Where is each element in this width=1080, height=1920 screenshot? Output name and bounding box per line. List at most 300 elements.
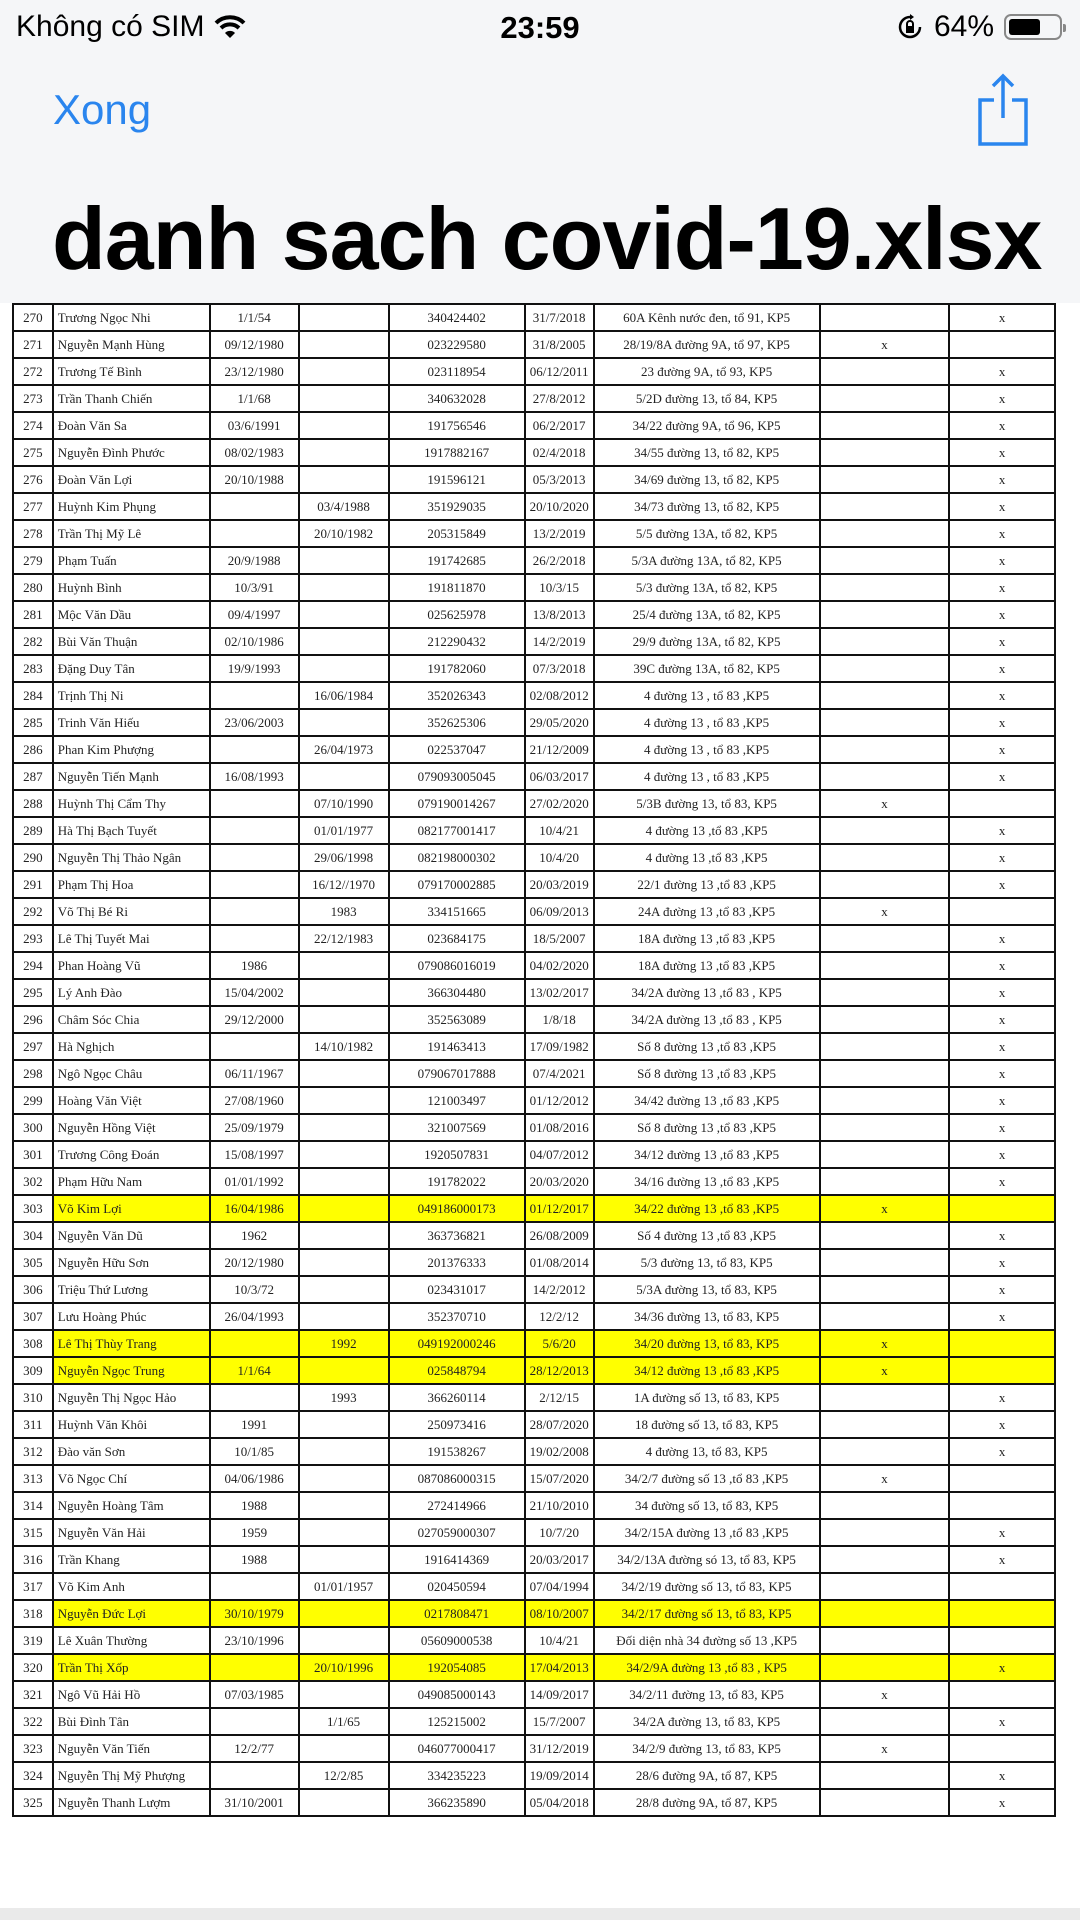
cell-registered-date[interactable]: 21/12/2009 [525,736,594,763]
cell-address[interactable]: 34/2/17 đường số 13, tổ 83, KP5 [594,1600,820,1627]
cell-dob-female[interactable] [299,1357,389,1384]
cell-mark-2[interactable]: x [949,763,1055,790]
cell-registered-date[interactable]: 28/07/2020 [525,1411,594,1438]
cell-address[interactable]: 4 đường 13 , tổ 83 ,KP5 [594,709,820,736]
cell-address[interactable]: 5/5 đường 13A, tổ 82, KP5 [594,520,820,547]
cell-mark-2[interactable]: x [949,1114,1055,1141]
cell-address[interactable]: 5/3A đường 13, tổ 83, KP5 [594,1276,820,1303]
cell-dob-male[interactable] [210,1708,299,1735]
cell-id-number[interactable]: 1916414369 [389,1546,525,1573]
cell-registered-date[interactable]: 14/09/2017 [525,1681,594,1708]
cell-mark-2[interactable]: x [949,1276,1055,1303]
cell-index[interactable]: 316 [13,1546,53,1573]
cell-mark-2[interactable]: x [949,628,1055,655]
cell-address[interactable]: 34/55 đường 13, tổ 82, KP5 [594,439,820,466]
cell-dob-male[interactable]: 04/06/1986 [210,1465,299,1492]
cell-index[interactable]: 324 [13,1762,53,1789]
cell-address[interactable]: 5/3B đường 13, tổ 83, KP5 [594,790,820,817]
cell-dob-male[interactable]: 29/12/2000 [210,1006,299,1033]
cell-index[interactable]: 291 [13,871,53,898]
cell-index[interactable]: 296 [13,1006,53,1033]
cell-mark-2[interactable]: x [949,358,1055,385]
cell-index[interactable]: 322 [13,1708,53,1735]
cell-dob-female[interactable] [299,412,389,439]
cell-name[interactable]: Nguyễn Văn Tiến [53,1735,210,1762]
cell-mark-1[interactable] [820,1087,950,1114]
cell-id-number[interactable]: 079093005045 [389,763,525,790]
cell-index[interactable]: 271 [13,331,53,358]
cell-registered-date[interactable]: 27/02/2020 [525,790,594,817]
cell-dob-female[interactable]: 07/10/1990 [299,790,389,817]
cell-mark-2[interactable] [949,1735,1055,1762]
cell-registered-date[interactable]: 13/8/2013 [525,601,594,628]
cell-name[interactable]: Nguyễn Thị Ngọc Hảo [53,1384,210,1411]
cell-address[interactable]: 4 đường 13 ,tổ 83 ,KP5 [594,817,820,844]
cell-index[interactable]: 309 [13,1357,53,1384]
cell-registered-date[interactable]: 04/02/2020 [525,952,594,979]
cell-id-number[interactable]: 023118954 [389,358,525,385]
cell-registered-date[interactable]: 20/03/2017 [525,1546,594,1573]
cell-id-number[interactable]: 025625978 [389,601,525,628]
cell-address[interactable]: 28/8 đường 9A, tổ 87, KP5 [594,1789,820,1816]
cell-mark-1[interactable] [820,1762,950,1789]
cell-name[interactable]: Nguyễn Hồng Việt [53,1114,210,1141]
cell-address[interactable]: 34/2A đường 13, tổ 83, KP5 [594,1708,820,1735]
cell-id-number[interactable]: 321007569 [389,1114,525,1141]
cell-mark-2[interactable]: x [949,1654,1055,1681]
cell-mark-2[interactable]: x [949,574,1055,601]
cell-name[interactable]: Phan Kim Phượng [53,736,210,763]
cell-dob-male[interactable]: 1991 [210,1411,299,1438]
cell-dob-female[interactable] [299,1681,389,1708]
cell-address[interactable]: 5/2D đường 13, tổ 84, KP5 [594,385,820,412]
cell-dob-male[interactable]: 12/2/77 [210,1735,299,1762]
cell-dob-female[interactable] [299,1465,389,1492]
cell-address[interactable]: 60A Kênh nước đen, tổ 91, KP5 [594,304,820,331]
cell-dob-female[interactable]: 1983 [299,898,389,925]
cell-mark-1[interactable] [820,1114,950,1141]
cell-address[interactable]: 34/2A đường 13 ,tổ 83 , KP5 [594,1006,820,1033]
cell-registered-date[interactable]: 15/07/2020 [525,1465,594,1492]
cell-name[interactable]: Nguyễn Tiến Mạnh [53,763,210,790]
cell-index[interactable]: 280 [13,574,53,601]
cell-dob-male[interactable]: 10/3/72 [210,1276,299,1303]
cell-address[interactable]: 34/2/9 đường 13, tổ 83, KP5 [594,1735,820,1762]
cell-id-number[interactable]: 1917882167 [389,439,525,466]
cell-name[interactable]: Nguyễn Đức Lợi [53,1600,210,1627]
cell-address[interactable]: 5/3 đường 13A, tổ 82, KP5 [594,574,820,601]
cell-dob-male[interactable]: 06/11/1967 [210,1060,299,1087]
cell-index[interactable]: 285 [13,709,53,736]
cell-dob-male[interactable]: 01/01/1992 [210,1168,299,1195]
cell-dob-female[interactable]: 16/06/1984 [299,682,389,709]
cell-registered-date[interactable]: 2/12/15 [525,1384,594,1411]
cell-registered-date[interactable]: 07/4/2021 [525,1060,594,1087]
cell-mark-2[interactable]: x [949,1411,1055,1438]
cell-registered-date[interactable]: 05/3/2013 [525,466,594,493]
cell-id-number[interactable]: 023229580 [389,331,525,358]
cell-dob-male[interactable]: 15/04/2002 [210,979,299,1006]
cell-mark-2[interactable]: x [949,925,1055,952]
cell-name[interactable]: Trinh Văn Hiếu [53,709,210,736]
cell-dob-male[interactable]: 09/12/1980 [210,331,299,358]
cell-index[interactable]: 286 [13,736,53,763]
cell-mark-2[interactable] [949,898,1055,925]
cell-registered-date[interactable]: 12/2/12 [525,1303,594,1330]
cell-name[interactable]: Ngô Ngọc Châu [53,1060,210,1087]
cell-mark-2[interactable]: x [949,709,1055,736]
cell-dob-male[interactable]: 08/02/1983 [210,439,299,466]
cell-name[interactable]: Trần Thị Xốp [53,1654,210,1681]
cell-id-number[interactable]: 079170002885 [389,871,525,898]
cell-address[interactable]: 18 đường số 13, tổ 83, KP5 [594,1411,820,1438]
cell-dob-male[interactable]: 1962 [210,1222,299,1249]
cell-dob-female[interactable] [299,358,389,385]
cell-name[interactable]: Võ Thị Bé Ri [53,898,210,925]
cell-name[interactable]: Võ Ngọc Chí [53,1465,210,1492]
cell-dob-female[interactable]: 20/10/1996 [299,1654,389,1681]
cell-id-number[interactable]: 205315849 [389,520,525,547]
cell-mark-2[interactable]: x [949,385,1055,412]
cell-name[interactable]: Nguyễn Đình Phước [53,439,210,466]
cell-address[interactable]: 5/3A đường 13A, tổ 82, KP5 [594,547,820,574]
cell-mark-1[interactable] [820,1492,950,1519]
cell-registered-date[interactable]: 31/7/2018 [525,304,594,331]
cell-mark-1[interactable] [820,1303,950,1330]
cell-index[interactable]: 319 [13,1627,53,1654]
cell-registered-date[interactable]: 07/04/1994 [525,1573,594,1600]
cell-mark-2[interactable]: x [949,1708,1055,1735]
cell-registered-date[interactable]: 14/2/2019 [525,628,594,655]
cell-name[interactable]: Đào văn Sơn [53,1438,210,1465]
cell-registered-date[interactable]: 15/7/2007 [525,1708,594,1735]
cell-id-number[interactable]: 023431017 [389,1276,525,1303]
cell-dob-female[interactable]: 22/12/1983 [299,925,389,952]
cell-index[interactable]: 312 [13,1438,53,1465]
cell-dob-male[interactable]: 1/1/68 [210,385,299,412]
cell-address[interactable]: 22/1 đường 13 ,tổ 83 ,KP5 [594,871,820,898]
cell-mark-1[interactable]: x [820,1195,950,1222]
cell-mark-2[interactable] [949,790,1055,817]
cell-index[interactable]: 317 [13,1573,53,1600]
cell-mark-1[interactable] [820,655,950,682]
cell-name[interactable]: Phạm Hữu Nam [53,1168,210,1195]
cell-mark-2[interactable]: x [949,1222,1055,1249]
cell-name[interactable]: Đặng Duy Tân [53,655,210,682]
cell-dob-female[interactable] [299,979,389,1006]
cell-name[interactable]: Nguyễn Ngọc Trung [53,1357,210,1384]
cell-dob-male[interactable]: 09/4/1997 [210,601,299,628]
cell-mark-2[interactable]: x [949,1519,1055,1546]
cell-mark-2[interactable]: x [949,412,1055,439]
cell-dob-female[interactable]: 01/01/1977 [299,817,389,844]
cell-dob-male[interactable] [210,736,299,763]
cell-index[interactable]: 310 [13,1384,53,1411]
cell-dob-female[interactable] [299,1519,389,1546]
cell-mark-1[interactable] [820,1384,950,1411]
cell-dob-male[interactable] [210,1654,299,1681]
cell-mark-1[interactable] [820,1033,950,1060]
cell-dob-female[interactable]: 03/4/1988 [299,493,389,520]
cell-dob-male[interactable] [210,871,299,898]
cell-name[interactable]: Huỳnh Kim Phụng [53,493,210,520]
cell-registered-date[interactable]: 02/08/2012 [525,682,594,709]
cell-id-number[interactable]: 191463413 [389,1033,525,1060]
cell-mark-1[interactable] [820,1789,950,1816]
cell-name[interactable]: Huỳnh Bình [53,574,210,601]
cell-dob-male[interactable] [210,1330,299,1357]
cell-mark-2[interactable]: x [949,1384,1055,1411]
cell-index[interactable]: 308 [13,1330,53,1357]
cell-dob-female[interactable] [299,1060,389,1087]
cell-registered-date[interactable]: 10/4/21 [525,817,594,844]
cell-name[interactable]: Trần Khang [53,1546,210,1573]
cell-registered-date[interactable]: 04/07/2012 [525,1141,594,1168]
cell-registered-date[interactable]: 10/7/20 [525,1519,594,1546]
cell-mark-2[interactable]: x [949,1168,1055,1195]
cell-mark-2[interactable] [949,1465,1055,1492]
cell-mark-2[interactable]: x [949,1087,1055,1114]
cell-index[interactable]: 304 [13,1222,53,1249]
cell-id-number[interactable]: 046077000417 [389,1735,525,1762]
cell-dob-male[interactable] [210,493,299,520]
cell-id-number[interactable]: 352625306 [389,709,525,736]
cell-dob-male[interactable]: 23/10/1996 [210,1627,299,1654]
cell-address[interactable]: 34/22 đường 9A, tổ 96, KP5 [594,412,820,439]
cell-name[interactable]: Võ Kim Lợi [53,1195,210,1222]
cell-name[interactable]: Lê Thị Tuyết Mai [53,925,210,952]
cell-address[interactable]: Số 8 đường 13 ,tổ 83 ,KP5 [594,1033,820,1060]
cell-address[interactable]: 34/2/13A đường só 13, tổ 83, KP5 [594,1546,820,1573]
cell-registered-date[interactable]: 31/12/2019 [525,1735,594,1762]
cell-mark-1[interactable]: x [820,331,950,358]
cell-mark-1[interactable] [820,952,950,979]
cell-registered-date[interactable]: 14/2/2012 [525,1276,594,1303]
cell-dob-female[interactable] [299,331,389,358]
cell-mark-1[interactable]: x [820,1465,950,1492]
cell-name[interactable]: Hà Thị Bạch Tuyết [53,817,210,844]
cell-address[interactable]: 34/36 đường 13, tổ 83, KP5 [594,1303,820,1330]
cell-mark-1[interactable]: x [820,1681,950,1708]
cell-registered-date[interactable]: 01/08/2014 [525,1249,594,1276]
cell-dob-male[interactable]: 07/03/1985 [210,1681,299,1708]
cell-mark-1[interactable] [820,601,950,628]
cell-dob-female[interactable] [299,1546,389,1573]
cell-dob-female[interactable] [299,628,389,655]
cell-index[interactable]: 293 [13,925,53,952]
cell-name[interactable]: Bùi Văn Thuận [53,628,210,655]
cell-mark-1[interactable] [820,493,950,520]
cell-dob-male[interactable]: 02/10/1986 [210,628,299,655]
cell-registered-date[interactable]: 17/04/2013 [525,1654,594,1681]
cell-address[interactable]: 34/12 đường 13 ,tổ 83 ,KP5 [594,1141,820,1168]
cell-dob-female[interactable]: 1/1/65 [299,1708,389,1735]
cell-dob-female[interactable] [299,385,389,412]
cell-address[interactable]: 34/2/15A đường 13 ,tổ 83 ,KP5 [594,1519,820,1546]
cell-id-number[interactable]: 201376333 [389,1249,525,1276]
cell-id-number[interactable]: 022537047 [389,736,525,763]
cell-dob-male[interactable]: 15/08/1997 [210,1141,299,1168]
cell-registered-date[interactable]: 06/12/2011 [525,358,594,385]
cell-mark-2[interactable]: x [949,682,1055,709]
cell-address[interactable]: 4 đường 13 ,tổ 83 ,KP5 [594,844,820,871]
cell-index[interactable]: 276 [13,466,53,493]
cell-dob-female[interactable]: 26/04/1973 [299,736,389,763]
cell-dob-female[interactable] [299,1600,389,1627]
cell-name[interactable]: Trương Tế Bình [53,358,210,385]
cell-mark-2[interactable]: x [949,736,1055,763]
cell-mark-1[interactable] [820,1438,950,1465]
cell-dob-female[interactable] [299,1303,389,1330]
cell-dob-female[interactable] [299,601,389,628]
cell-mark-2[interactable]: x [949,1789,1055,1816]
cell-mark-2[interactable] [949,1330,1055,1357]
cell-id-number[interactable]: 366260114 [389,1384,525,1411]
cell-mark-1[interactable] [820,1249,950,1276]
cell-index[interactable]: 289 [13,817,53,844]
cell-mark-2[interactable]: x [949,1249,1055,1276]
cell-address[interactable]: 1A đường số 13, tổ 83, KP5 [594,1384,820,1411]
cell-mark-1[interactable] [820,1222,950,1249]
cell-index[interactable]: 325 [13,1789,53,1816]
cell-mark-2[interactable]: x [949,493,1055,520]
cell-id-number[interactable]: 049186000173 [389,1195,525,1222]
cell-address[interactable]: 34/2/7 đường số 13 ,tổ 83 ,KP5 [594,1465,820,1492]
cell-address[interactable]: 23 đường 9A, tổ 93, KP5 [594,358,820,385]
cell-registered-date[interactable]: 20/03/2020 [525,1168,594,1195]
cell-address[interactable]: 4 đường 13 , tổ 83 ,KP5 [594,682,820,709]
cell-dob-female[interactable]: 16/12//1970 [299,871,389,898]
cell-dob-male[interactable]: 1988 [210,1546,299,1573]
cell-dob-female[interactable] [299,1789,389,1816]
cell-dob-male[interactable]: 27/08/1960 [210,1087,299,1114]
cell-dob-female[interactable]: 01/01/1957 [299,1573,389,1600]
cell-dob-female[interactable] [299,1249,389,1276]
cell-dob-male[interactable]: 03/6/1991 [210,412,299,439]
cell-name[interactable]: Đoàn Văn Lợi [53,466,210,493]
cell-id-number[interactable]: 079190014267 [389,790,525,817]
cell-address[interactable]: 39C đường 13A, tổ 82, KP5 [594,655,820,682]
cell-mark-1[interactable] [820,412,950,439]
cell-mark-2[interactable]: x [949,1762,1055,1789]
cell-mark-1[interactable] [820,925,950,952]
cell-dob-male[interactable]: 25/09/1979 [210,1114,299,1141]
cell-id-number[interactable]: 191811870 [389,574,525,601]
cell-registered-date[interactable]: 08/10/2007 [525,1600,594,1627]
share-icon[interactable] [976,72,1032,148]
cell-mark-1[interactable]: x [820,1330,950,1357]
cell-mark-1[interactable] [820,520,950,547]
cell-dob-female[interactable]: 12/2/85 [299,1762,389,1789]
cell-name[interactable]: Nguyễn Thị Thảo Ngân [53,844,210,871]
cell-dob-female[interactable] [299,574,389,601]
cell-dob-female[interactable] [299,1087,389,1114]
cell-mark-2[interactable]: x [949,817,1055,844]
cell-index[interactable]: 311 [13,1411,53,1438]
cell-mark-2[interactable] [949,1600,1055,1627]
cell-registered-date[interactable]: 20/03/2019 [525,871,594,898]
cell-name[interactable]: Lê Thị Thùy Trang [53,1330,210,1357]
cell-mark-1[interactable] [820,1573,950,1600]
cell-mark-2[interactable]: x [949,1303,1055,1330]
cell-mark-2[interactable]: x [949,547,1055,574]
cell-mark-1[interactable] [820,844,950,871]
cell-id-number[interactable]: 334151665 [389,898,525,925]
cell-dob-female[interactable] [299,1492,389,1519]
cell-name[interactable]: Huỳnh Văn Khôi [53,1411,210,1438]
cell-registered-date[interactable]: 10/4/21 [525,1627,594,1654]
cell-registered-date[interactable]: 19/09/2014 [525,1762,594,1789]
cell-index[interactable]: 288 [13,790,53,817]
cell-mark-1[interactable] [820,628,950,655]
cell-name[interactable]: Nguyễn Hữu Sơn [53,1249,210,1276]
cell-mark-1[interactable]: x [820,790,950,817]
cell-dob-female[interactable]: 1992 [299,1330,389,1357]
cell-id-number[interactable]: 087086000315 [389,1465,525,1492]
cell-mark-2[interactable]: x [949,1546,1055,1573]
cell-name[interactable]: Nguyễn Mạnh Hùng [53,331,210,358]
cell-mark-1[interactable] [820,1519,950,1546]
cell-dob-male[interactable] [210,520,299,547]
cell-mark-1[interactable]: x [820,1357,950,1384]
cell-index[interactable]: 278 [13,520,53,547]
cell-mark-2[interactable] [949,1357,1055,1384]
cell-mark-2[interactable]: x [949,520,1055,547]
cell-id-number[interactable]: 079086016019 [389,952,525,979]
cell-dob-male[interactable] [210,817,299,844]
cell-dob-male[interactable] [210,682,299,709]
cell-dob-female[interactable] [299,439,389,466]
cell-name[interactable]: Phạm Tuấn [53,547,210,574]
cell-dob-female[interactable] [299,1627,389,1654]
cell-name[interactable]: Triệu Thứ Lương [53,1276,210,1303]
cell-registered-date[interactable]: 07/3/2018 [525,655,594,682]
cell-registered-date[interactable]: 10/3/15 [525,574,594,601]
cell-index[interactable]: 292 [13,898,53,925]
cell-dob-male[interactable] [210,1762,299,1789]
cell-mark-2[interactable] [949,1627,1055,1654]
cell-id-number[interactable]: 191742685 [389,547,525,574]
cell-name[interactable]: Ngô Vũ Hải Hồ [53,1681,210,1708]
cell-address[interactable]: Số 8 đường 13 ,tổ 83 ,KP5 [594,1060,820,1087]
cell-dob-female[interactable] [299,763,389,790]
cell-mark-1[interactable] [820,1654,950,1681]
cell-mark-1[interactable] [820,466,950,493]
cell-name[interactable]: Huỳnh Thị Cẩm Thy [53,790,210,817]
cell-name[interactable]: Phan Hoàng Vũ [53,952,210,979]
cell-index[interactable]: 297 [13,1033,53,1060]
cell-index[interactable]: 313 [13,1465,53,1492]
cell-mark-2[interactable]: x [949,439,1055,466]
cell-address[interactable]: Đối diện nhà 34 đường số 13 ,KP5 [594,1627,820,1654]
cell-index[interactable]: 306 [13,1276,53,1303]
cell-address[interactable]: 34/12 đường 13 ,tổ 83 ,KP5 [594,1357,820,1384]
cell-index[interactable]: 301 [13,1141,53,1168]
cell-dob-male[interactable]: 26/04/1993 [210,1303,299,1330]
cell-index[interactable]: 323 [13,1735,53,1762]
cell-mark-1[interactable] [820,1708,950,1735]
cell-index[interactable]: 281 [13,601,53,628]
cell-index[interactable]: 290 [13,844,53,871]
cell-address[interactable]: 34/73 đường 13, tổ 82, KP5 [594,493,820,520]
cell-mark-1[interactable] [820,1627,950,1654]
cell-address[interactable]: 28/19/8A đường 9A, tổ 97, KP5 [594,331,820,358]
cell-name[interactable]: Lê Xuân Thường [53,1627,210,1654]
cell-address[interactable]: 5/3 đường 13, tổ 83, KP5 [594,1249,820,1276]
cell-mark-1[interactable] [820,439,950,466]
cell-address[interactable]: 34/2/9A đường 13 ,tổ 83 , KP5 [594,1654,820,1681]
cell-address[interactable]: 4 đường 13 , tổ 83 ,KP5 [594,763,820,790]
